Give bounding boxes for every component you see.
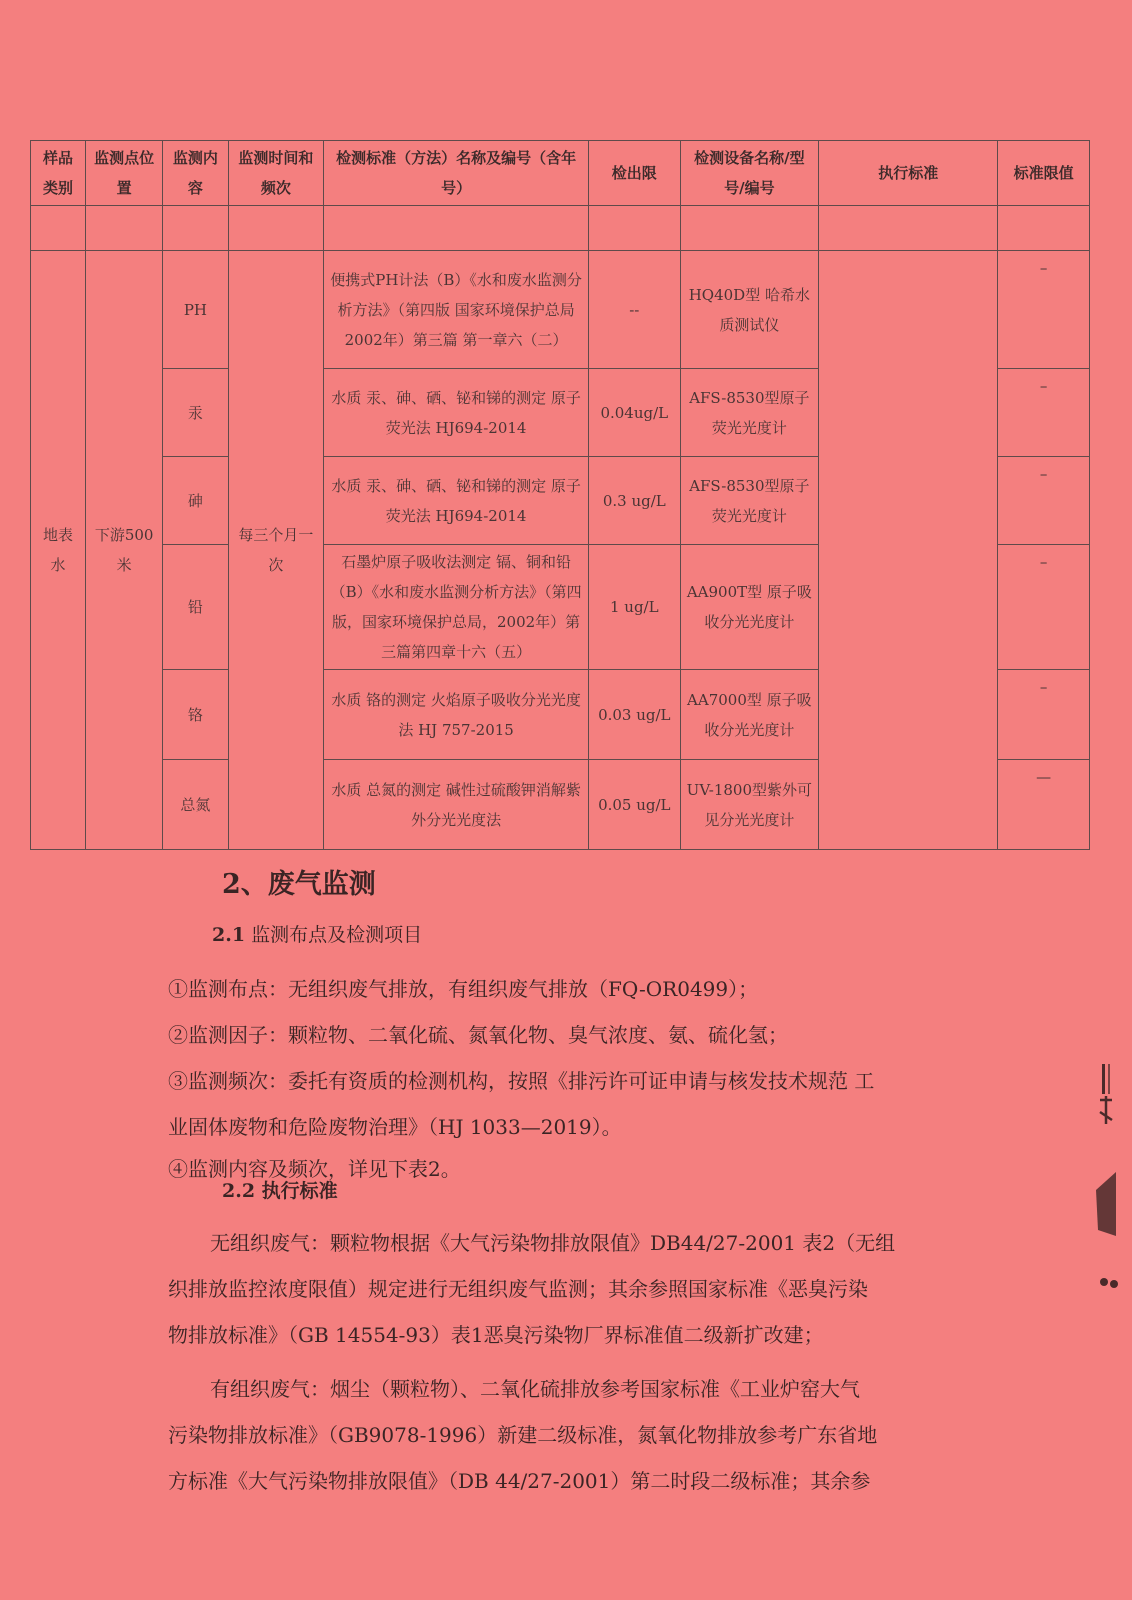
limit-cell: -- xyxy=(588,251,680,369)
method-cell: 水质 汞、砷、硒、铋和锑的测定 原子荧光法 HJ694-2014 xyxy=(324,369,589,457)
device-cell: HQ40D型 哈希水质测试仪 xyxy=(680,251,818,369)
paragraph-line: 物排放标准》（GB 14554-93）表1恶臭污染物厂界标准值二级新扩改建； xyxy=(168,1323,824,1347)
list-item: ③监测频次：委托有资质的检测机构，按照《排污许可证申请与核发技术规范 工 xyxy=(168,1069,875,1093)
header-cell: 检出限 xyxy=(588,141,680,206)
subsection-number: 2.1 xyxy=(212,924,246,946)
method-cell: 水质 总氮的测定 碱性过硫酸钾消解紫外分光光度法 xyxy=(324,760,589,850)
item-cell: 汞 xyxy=(163,369,228,457)
std-limit-cell: – xyxy=(998,545,1090,670)
table-header-row xyxy=(31,141,1090,206)
method-cell: 石墨炉原子吸收法测定 镉、铜和铅（B）《水和废水监测分析方法》（第四版，国家环境保护总局，2002年）第三篇第四章十六（五） xyxy=(324,545,589,670)
frequency-cell: 每三个月一次 xyxy=(228,251,324,850)
limit-cell: 0.05 ug/L xyxy=(588,760,680,850)
table-row xyxy=(31,251,1090,369)
item-cell: 砷 xyxy=(163,457,228,545)
item-cell: 铬 xyxy=(163,670,228,760)
header-cell: 监测点位置 xyxy=(85,141,162,206)
method-cell: 水质 汞、砷、硒、铋和锑的测定 原子荧光法 HJ694-2014 xyxy=(324,457,589,545)
subsection-text: 执行标准 xyxy=(255,1180,338,1202)
exec-standard-cell xyxy=(819,251,998,850)
header-cell: 标准限值 xyxy=(998,141,1090,206)
device-cell: AFS-8530型原子荧光光度计 xyxy=(680,457,818,545)
subsection-text: 监测布点及检测项目 xyxy=(245,924,423,946)
paragraph-line: 无组织废气：颗粒物根据《大气污染物排放限值》DB44/27-2001 表2（无组 xyxy=(210,1231,896,1255)
header-cell: 检测设备名称/型号/编号 xyxy=(680,141,818,206)
std-limit-cell: – xyxy=(998,251,1090,369)
std-limit-cell: – xyxy=(998,369,1090,457)
table-blank-row xyxy=(31,206,1090,251)
list-item: ②监测因子：颗粒物、二氧化硫、氮氧化物、臭气浓度、氨、硫化氢； xyxy=(168,1023,788,1047)
list-item: ①监测布点：无组织废气排放，有组织废气排放（FQ-OR0499）； xyxy=(168,977,759,1001)
device-cell: AA7000型 原子吸收分光光度计 xyxy=(680,670,818,760)
binding-seal-mark xyxy=(1086,1060,1126,1300)
list-item: ④监测内容及频次，详见下表2。 xyxy=(168,1157,461,1181)
monitoring-table xyxy=(30,140,1090,850)
sample-type-cell: 地表水 xyxy=(31,251,86,850)
item-cell: PH xyxy=(163,251,228,369)
device-cell: UV-1800型紫外可见分光光度计 xyxy=(680,760,818,850)
std-limit-cell: – xyxy=(998,457,1090,545)
header-cell: 监测时间和频次 xyxy=(228,141,324,206)
method-cell: 便携式PH计法（B）《水和废水监测分析方法》（第四版 国家环境保护总局 2002年）第三篇 第一章六（二） xyxy=(324,251,589,369)
subsection-title-2-1 xyxy=(212,920,422,947)
paragraph-line: 污染物排放标准》（GB9078-1996）新建二级标准，氮氧化物排放参考广东省地 xyxy=(168,1423,878,1447)
method-cell: 水质 铬的测定 火焰原子吸收分光光度法 HJ 757-2015 xyxy=(324,670,589,760)
paragraph-line: 织排放监控浓度限值）规定进行无组织废气监测；其余参照国家标准《恶臭污染 xyxy=(168,1277,868,1301)
subsection-number: 2.2 xyxy=(222,1180,256,1202)
device-cell: AFS-8530型原子荧光光度计 xyxy=(680,369,818,457)
std-limit-cell: — xyxy=(998,760,1090,850)
header-cell: 执行标准 xyxy=(819,141,998,206)
item-cell: 铅 xyxy=(163,545,228,670)
list-item: 业固体废物和危险废物治理》（HJ 1033—2019）。 xyxy=(168,1115,622,1139)
paragraph-line: 方标准《大气污染物排放限值》（DB 44/27-2001）第二时段二级标准；其余参 xyxy=(168,1469,871,1493)
paragraph-line: 有组织废气：烟尘（颗粒物）、二氧化硫排放参考国家标准《工业炉窑大气 xyxy=(210,1377,860,1401)
limit-cell: 0.03 ug/L xyxy=(588,670,680,760)
header-cell: 检测标准（方法）名称及编号（含年号） xyxy=(324,141,589,206)
limit-cell: 0.04ug/L xyxy=(588,369,680,457)
subsection-title-2-2 xyxy=(222,1176,338,1203)
item-cell: 总氮 xyxy=(163,760,228,850)
section-title: 2、废气监测 xyxy=(222,869,376,900)
header-cell: 样品类别 xyxy=(31,141,86,206)
header-cell: 监测内容 xyxy=(163,141,228,206)
limit-cell: 1 ug/L xyxy=(588,545,680,670)
location-cell: 下游500米 xyxy=(85,251,162,850)
std-limit-cell: – xyxy=(998,670,1090,760)
limit-cell: 0.3 ug/L xyxy=(588,457,680,545)
device-cell: AA900T型 原子吸收分光光度计 xyxy=(680,545,818,670)
